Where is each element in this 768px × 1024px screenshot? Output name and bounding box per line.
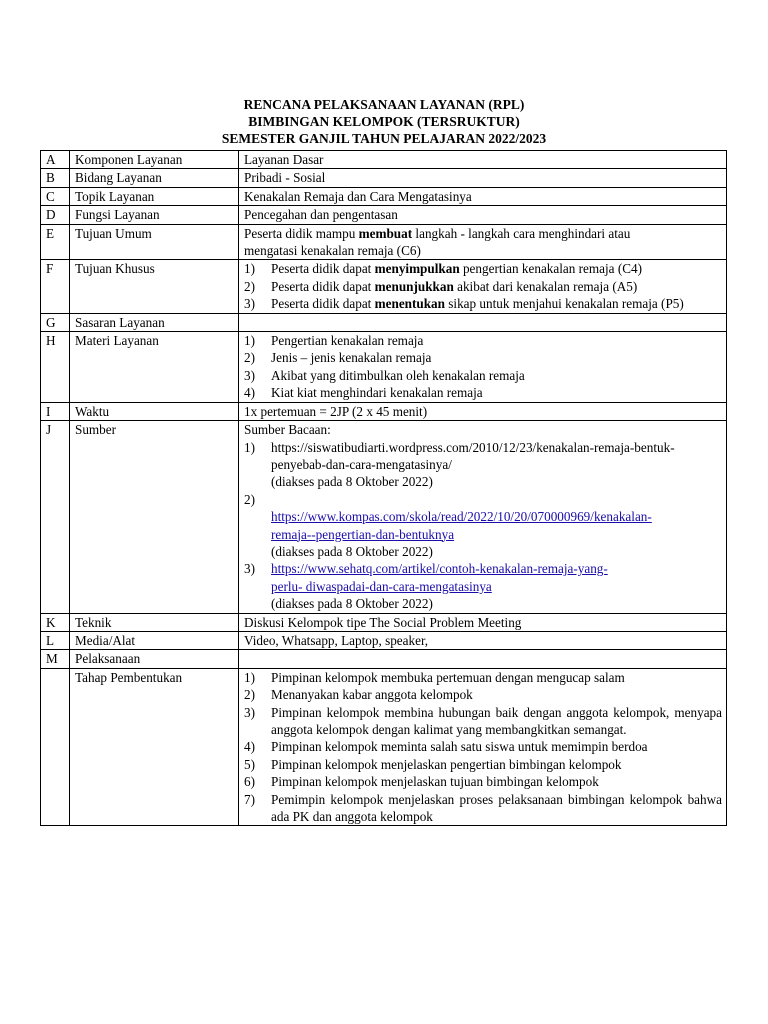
list-text <box>271 491 722 508</box>
list-item <box>244 560 722 577</box>
text-segment: langkah - langkah cara menghindari atau <box>412 225 631 241</box>
list-item <box>244 384 722 401</box>
list-number: 2) <box>244 491 255 507</box>
row-label: Tujuan Umum <box>70 224 239 260</box>
row-code: K <box>41 613 70 631</box>
list-item <box>244 756 722 773</box>
content-line: Video, Whatsapp, Laptop, speaker, <box>244 632 429 648</box>
indented-line: (diakses pada 8 Oktober 2022) <box>271 543 433 559</box>
text-segment: akibat dari kenakalan remaja (A5) <box>453 278 638 294</box>
content-line: Diskusi Kelompok tipe The Social Problem Meeting <box>244 614 522 630</box>
content-line <box>244 650 722 667</box>
list-number: 3) <box>244 367 255 383</box>
document-title <box>40 96 728 147</box>
content-line <box>244 225 722 242</box>
table-row <box>41 169 727 187</box>
indented-line: (diakses pada 8 Oktober 2022) <box>271 474 433 490</box>
table-row <box>41 151 727 169</box>
list-item <box>244 260 722 277</box>
list-text: Jenis – jenis kenakalan remaja <box>271 350 432 366</box>
list-number: 7) <box>244 791 255 807</box>
list-number: 2) <box>244 687 255 703</box>
row-code: I <box>41 402 70 420</box>
row-content <box>239 668 727 826</box>
list-number: 1) <box>244 261 255 277</box>
text-segment: Peserta didik dapat <box>271 278 375 294</box>
list-number: 4) <box>244 385 255 401</box>
row-code: B <box>41 169 70 187</box>
row-code: D <box>41 206 70 224</box>
indented-line: (diakses pada 8 Oktober 2022) <box>271 596 433 612</box>
text-segment: pengertian kenakalan remaja (C4) <box>459 261 642 277</box>
list-number: 1) <box>244 669 255 685</box>
table-row <box>41 224 727 260</box>
row-label: Waktu <box>70 402 239 420</box>
list-text: Pimpinan kelompok membuka pertemuan dengan mengucap salam <box>271 669 625 685</box>
content-line: 1x pertemuan = 2JP (2 x 45 menit) <box>244 403 428 419</box>
list-item <box>244 491 722 508</box>
list-text: Pimpinan kelompok membina hubungan baik dengan anggota kelompok, menyapa anggota kelompok dengan kalimat yang membangkitkan semangat. <box>271 704 722 737</box>
title-line-3: SEMESTER GANJIL TAHUN PELAJARAN 2022/2023 <box>221 131 547 146</box>
row-label: Tujuan Khusus <box>70 260 239 313</box>
title-line-1: RENCANA PELAKSANAAN LAYANAN (RPL) <box>243 97 525 112</box>
table-row <box>41 421 727 613</box>
list-text: Pengertian kenakalan remaja <box>271 333 424 349</box>
list-number: 1) <box>244 439 255 455</box>
indented-line: penyebab-dan-cara-mengatasinya/ <box>271 456 452 472</box>
table-row <box>41 206 727 224</box>
list-text <box>271 560 722 577</box>
row-content <box>239 421 727 613</box>
row-label: Media/Alat <box>70 631 239 649</box>
list-number: 6) <box>244 774 255 790</box>
table-row <box>41 402 727 420</box>
table-row <box>41 668 727 826</box>
row-content <box>239 151 727 169</box>
row-label: Materi Layanan <box>70 332 239 403</box>
list-item <box>244 738 722 755</box>
row-content <box>239 613 727 631</box>
row-content <box>239 313 727 331</box>
row-code: E <box>41 224 70 260</box>
list-item <box>244 367 722 384</box>
row-content <box>239 260 727 313</box>
list-number: 3) <box>244 561 255 577</box>
list-item <box>244 669 722 686</box>
reference-link[interactable]: https://www.sehatq.com/artikel/contoh-kenakalan-remaja-yang- <box>271 561 608 577</box>
row-code: L <box>41 631 70 649</box>
table-row <box>41 332 727 403</box>
list-item <box>244 791 722 826</box>
content-line: mengatasi kenakalan remaja (C6) <box>244 243 421 259</box>
emphasis-text: menentukan <box>374 296 445 312</box>
row-code: H <box>41 332 70 403</box>
table-row <box>41 260 727 313</box>
row-content <box>239 402 727 420</box>
emphasis-text: menyimpulkan <box>374 261 460 277</box>
text-segment: sikap untuk menjahui kenakalan remaja (P5) <box>445 296 684 312</box>
list-number: 4) <box>244 739 255 755</box>
text-segment: Peserta didik mampu <box>244 225 359 241</box>
list-item <box>244 773 722 790</box>
list-item <box>244 349 722 366</box>
list-item <box>244 686 722 703</box>
row-label: Sasaran Layanan <box>70 313 239 331</box>
list-number: 1) <box>244 333 255 349</box>
row-content <box>239 169 727 187</box>
row-content <box>239 206 727 224</box>
indented-line <box>244 578 722 595</box>
row-code: J <box>41 421 70 613</box>
list-item <box>244 278 722 295</box>
list-text <box>271 295 722 312</box>
reference-link[interactable]: remaja--pengertian-dan-bentuknya <box>271 526 455 542</box>
content-line: Pribadi - Sosial <box>244 170 326 186</box>
title-line-2: BIMBINGAN KELOMPOK (TERSRUKTUR) <box>248 114 520 129</box>
list-text: https://siswatibudiarti.wordpress.com/2010/12/23/kenakalan-remaja-bentuk- <box>271 439 675 455</box>
list-text: Akibat yang ditimbulkan oleh kenakalan remaja <box>271 367 525 383</box>
list-text: Pemimpin kelompok menjelaskan proses pelaksanaan bimbingan kelompok bahwa ada PK dan anggota kelompok <box>271 791 722 825</box>
list-item <box>244 332 722 349</box>
list-text: Pimpinan kelompok meminta salah satu siswa untuk memimpin berdoa <box>271 739 648 755</box>
text-segment: Peserta didik dapat <box>271 296 375 312</box>
row-label: Teknik <box>70 613 239 631</box>
row-code: C <box>41 187 70 205</box>
rpl-table <box>40 150 727 826</box>
table-row <box>41 313 727 331</box>
emphasis-text: menunjukkan <box>374 278 454 294</box>
row-content <box>239 650 727 668</box>
list-text: Kiat kiat menghindari kenakalan remaja <box>271 385 483 401</box>
content-line <box>244 314 722 331</box>
row-content <box>239 332 727 403</box>
list-number: 2) <box>244 350 255 366</box>
row-content <box>239 631 727 649</box>
list-text: Pimpinan kelompok menjelaskan tujuan bimbingan kelompok <box>271 774 599 790</box>
row-code: A <box>41 151 70 169</box>
list-text <box>271 260 722 277</box>
indented-line <box>244 526 722 543</box>
reference-link[interactable]: perlu- diwaspadai-dan-cara-mengatasinya <box>271 578 492 594</box>
row-label: Fungsi Layanan <box>70 206 239 224</box>
row-label: Topik Layanan <box>70 187 239 205</box>
row-code: M <box>41 650 70 668</box>
list-number: 3) <box>244 704 255 720</box>
row-label: Tahap Pembentukan <box>70 668 239 826</box>
indented-line <box>244 508 722 525</box>
content-line: Pencegahan dan pengentasan <box>244 207 398 223</box>
row-content <box>239 187 727 205</box>
row-code: G <box>41 313 70 331</box>
table-row <box>41 613 727 631</box>
emphasis-text: membuat <box>358 225 413 241</box>
list-text: Pimpinan kelompok menjelaskan pengertian bimbingan kelompok <box>271 756 622 772</box>
row-code: F <box>41 260 70 313</box>
reference-link[interactable]: https://www.kompas.com/skola/read/2022/10/20/070000969/kenakalan- <box>271 509 652 525</box>
content-line: Kenakalan Remaja dan Cara Mengatasinya <box>244 188 472 204</box>
row-label: Komponen Layanan <box>70 151 239 169</box>
row-label: Sumber <box>70 421 239 613</box>
list-text <box>271 278 722 295</box>
list-item <box>244 295 722 312</box>
text-segment: Peserta didik dapat <box>271 261 375 277</box>
content-line: Layanan Dasar <box>244 152 324 167</box>
row-label: Pelaksanaan <box>70 650 239 668</box>
list-item <box>244 704 722 739</box>
list-number: 3) <box>244 296 255 312</box>
row-content <box>239 224 727 260</box>
row-label: Bidang Layanan <box>70 169 239 187</box>
list-number: 5) <box>244 756 255 772</box>
table-row <box>41 650 727 668</box>
list-number: 2) <box>244 278 255 294</box>
content-line: Sumber Bacaan: <box>244 422 331 438</box>
list-item <box>244 439 722 456</box>
list-text: Menanyakan kabar anggota kelompok <box>271 687 473 703</box>
row-code <box>41 668 70 826</box>
table-row <box>41 187 727 205</box>
table-row <box>41 631 727 649</box>
rpl-table-body <box>41 151 727 826</box>
